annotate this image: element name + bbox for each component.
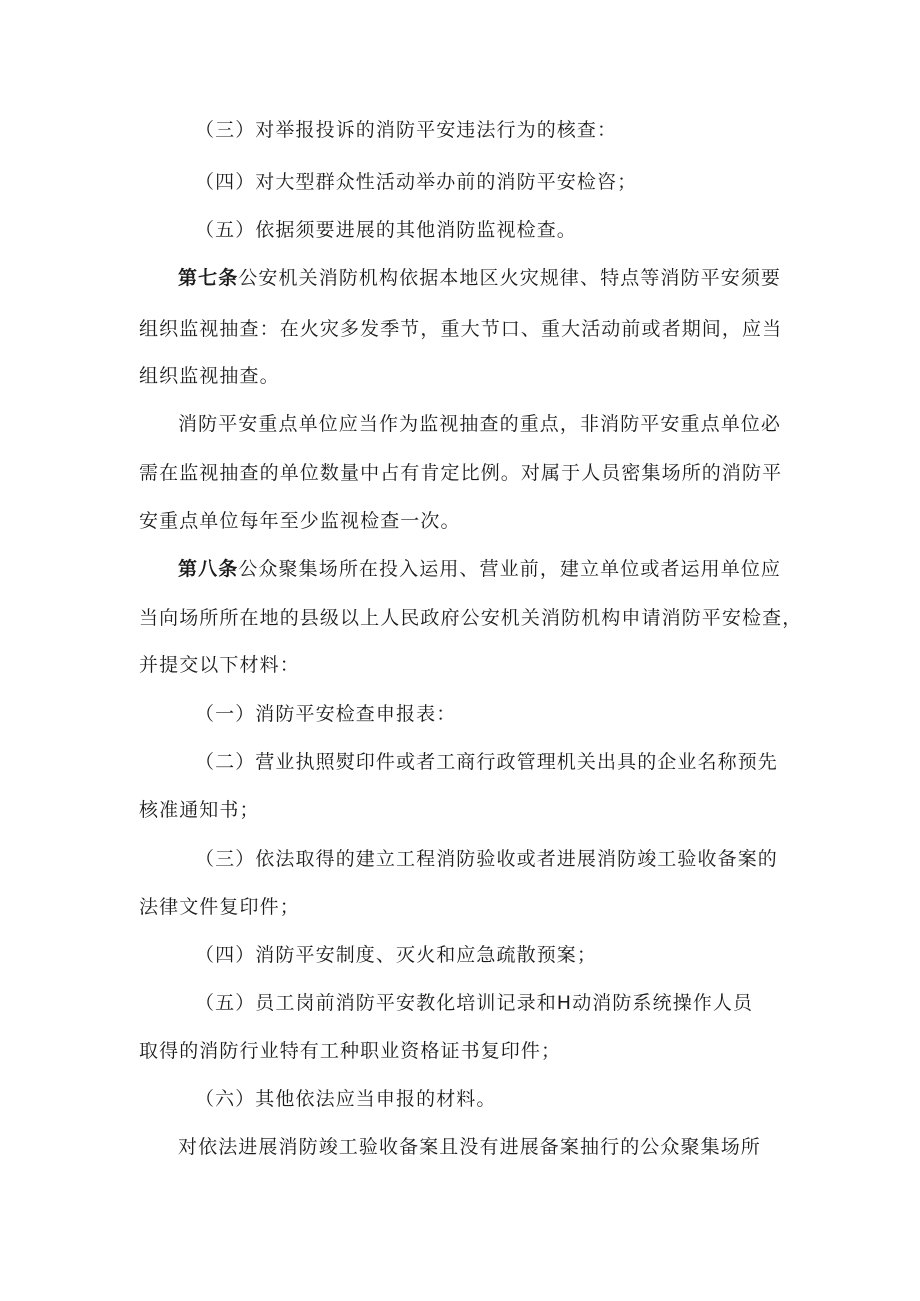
list-item-large-event-check: （四）对大型群众性活动举办前的消防平安检咨； <box>195 171 638 193</box>
material-item-4: （四）消防平安制度、灭火和应急疏散预案； <box>195 944 598 966</box>
article-8-line-1 <box>178 557 781 581</box>
article-7-heading: 第七条 <box>178 267 239 289</box>
material-item-6: （六）其他依法应当申报的材料。 <box>195 1088 497 1110</box>
material-item-2-line-1: （二）营业执照熨印件或者工商行政管理机关出具的企业名称预先 <box>195 751 778 773</box>
focus-para-line-1: 消防平安重点单位应当作为监视抽查的重点，非消防平安重点单位必 <box>178 413 782 435</box>
article-8-line-2: 当向场所所在地的县级以上人民政府公安机关消防机构申请消防平安检查， <box>139 607 803 629</box>
material-item-1: （一）消防平安检查申报表： <box>195 703 457 725</box>
material-item-2-line-2: 核准通知书； <box>139 799 260 821</box>
focus-para-line-2: 需在监视抽查的单位数量中占有肯定比例。对属于人员密集场所的消防平 <box>139 462 783 484</box>
article-7-line-3: 组织监视抽查。 <box>139 365 280 387</box>
article-7-line-2: 组织监视抽查：在火灾多发季节，重大节口、重大活动前或者期间，应当 <box>139 318 783 340</box>
material-item-5-line-1: （五）员工岗前消防平安教化培训记录和H动消防系统操作人员 <box>195 992 754 1014</box>
material-item-3-line-1: （三）依法取得的建立工程消防验收或者进展消防竣工验收备案的 <box>195 848 778 870</box>
list-item-other-checks: （五）依据须要进展的其他消防监视检查。 <box>195 219 577 241</box>
material-item-5-line-2: 取得的消防行业特有工种职业资格证书复印件； <box>139 1040 562 1062</box>
last-para-line-1: 对依法进展消防竣工验收备案且没有进展备案抽行的公众聚集场所 <box>178 1136 761 1158</box>
article-8-heading: 第八条 <box>178 558 239 580</box>
article-8-line-3: 并提交以下材料： <box>139 654 300 676</box>
article-8-text: 公众聚集场所在投入运用、营业前，建立单位或者运用单位应 <box>238 558 782 580</box>
list-item-inspection-complaints: （三）对举报投诉的消防平安违法行为的核查： <box>195 119 618 141</box>
focus-para-line-3: 安重点单位每年至少监视检查一次。 <box>139 510 461 532</box>
material-item-3-line-2: 法律文件复印件； <box>139 896 300 918</box>
article-7-text: 公安机关消防机构依据本地区火灾规律、特点等消防平安须要 <box>238 267 782 289</box>
article-7-line-1 <box>178 266 781 290</box>
